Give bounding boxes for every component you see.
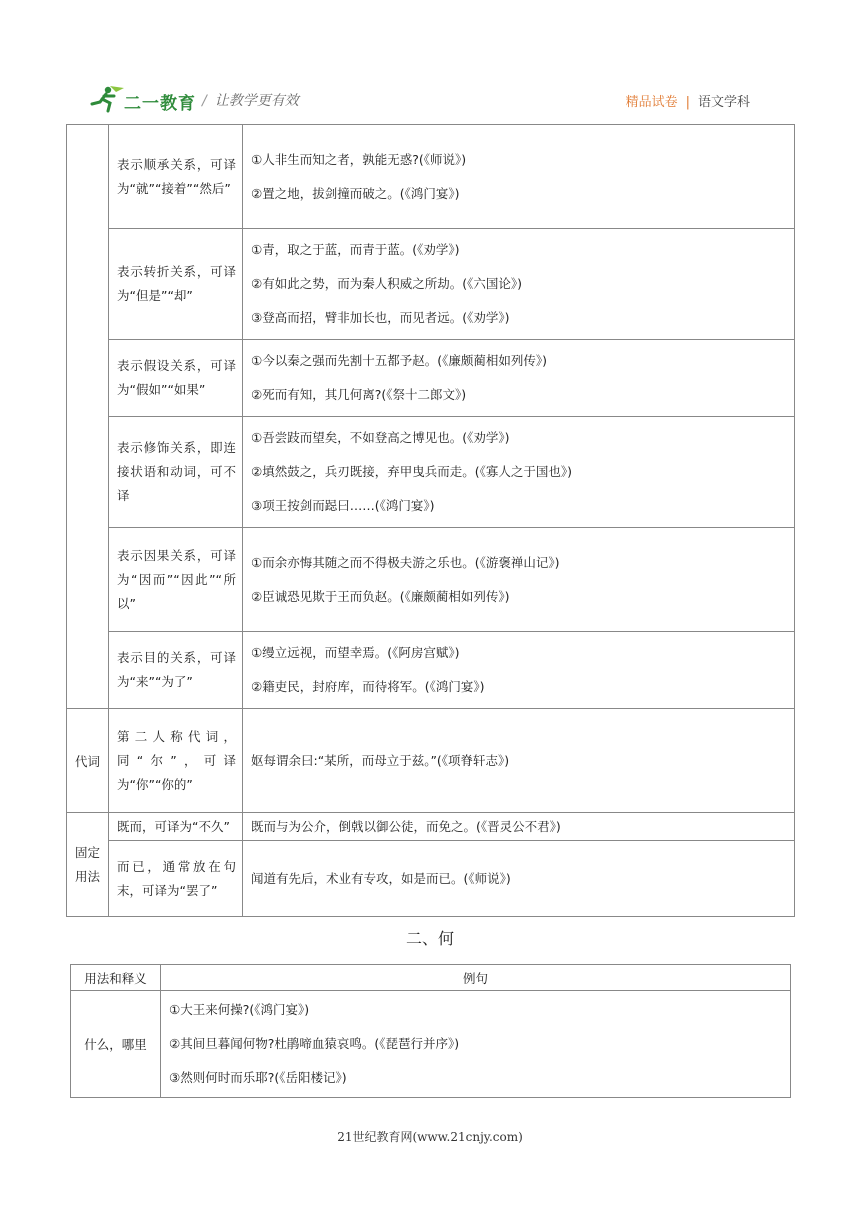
usage-cell: 表示假设关系，可译为“假如”“如果”: [109, 340, 243, 417]
table-header-row: [71, 965, 791, 991]
example-sentence: ①而余亦悔其随之而不得极夫游之乐也。(《游褒禅山记》): [251, 554, 560, 570]
usage-cell: 第二人称代词，同“尔”，可译为“你”“你的”: [109, 709, 243, 813]
column-header: 用法和释义: [71, 965, 161, 991]
category-cell: 固定用法: [67, 813, 109, 917]
header-tags: 精品试卷 | 语文学科: [625, 95, 750, 110]
example-sentence: ②有如此之势，而为秦人积威之所劫。(《六国论》): [251, 276, 522, 291]
category-cell: [67, 125, 109, 709]
table-row: [67, 813, 795, 841]
table-row: [67, 632, 795, 709]
category-cell: 代词: [67, 709, 109, 813]
examples-cell: [243, 417, 795, 528]
example-sentence: ③登高而招，臂非加长也，而见者远。(《劝学》): [251, 310, 510, 325]
slogan: / 让教学更有效: [202, 93, 299, 109]
usage-cell: 表示目的关系，可译为“来”“为了”: [109, 632, 243, 709]
usage-cell: 表示修饰关系，即连接状语和动词，可不译: [109, 417, 243, 528]
examples-cell: [243, 632, 795, 709]
example-sentence: ②死而有知，其几何离?(《祭十二郎文》): [251, 387, 467, 402]
examples-cell: [243, 841, 795, 917]
usage-table-he: [70, 964, 791, 1098]
slogan-text: 让教学更有效: [214, 93, 299, 109]
example-sentence: ③项王按剑而跽曰……(《鸿门宴》): [251, 498, 435, 513]
example-sentence: ①青，取之于蓝，而青于蓝。(《劝学》): [251, 242, 460, 257]
examples-cell: [243, 229, 795, 340]
usage-cell: 表示顺承关系，可译为“就”“接着”“然后”: [109, 125, 243, 229]
examples-cell: [243, 528, 795, 632]
example-sentence: ①缦立远视，而望幸焉。(《阿房宫赋》): [251, 645, 460, 660]
usage-cell: 表示转折关系，可译为“但是”“却”: [109, 229, 243, 340]
examples-cell: [161, 991, 791, 1098]
table-row: [71, 991, 791, 1098]
examples-cell: [243, 813, 795, 841]
example-sentence: ②其间旦暮闻何物?杜鹃啼血猿哀鸣。(《琵琶行并序》): [169, 1036, 460, 1051]
table-row: [67, 841, 795, 917]
table-row: [67, 340, 795, 417]
running-man-logo-icon: [86, 84, 126, 114]
usage-cell: 既而，可译为“不久”: [109, 813, 243, 841]
usage-table-er: [66, 124, 795, 917]
examples-cell: [243, 709, 795, 813]
table-row: [67, 709, 795, 813]
table-row: [67, 229, 795, 340]
table-row: [67, 528, 795, 632]
usage-cell: 而已，通常放在句末，可译为“罢了”: [109, 841, 243, 917]
table-row: [67, 125, 795, 229]
usage-cell: 表示因果关系，可译为“因而”“因此”“所以”: [109, 528, 243, 632]
table-row: [67, 417, 795, 528]
example-sentence: ②臣诚恐见欺于王而负赵。(《廉颇蔺相如列传》): [251, 588, 510, 604]
column-header: 例句: [161, 965, 791, 991]
usage-cell: 什么，哪里: [71, 991, 161, 1098]
category-tag: 精品试卷: [625, 95, 678, 110]
page-footer: 21世纪教育网(www.21cnjy.com): [337, 1130, 523, 1144]
page-header: [86, 80, 750, 120]
example-sentence: ②籍吏民，封府库，而待将军。(《鸿门宴》): [251, 679, 485, 694]
section-title: 二、何: [405, 929, 454, 948]
example-sentence: ①吾尝跂而望矣，不如登高之博见也。(《劝学》): [251, 430, 510, 445]
example-sentence: 妪每谓余曰:“某所，而母立于兹。”(《项脊轩志》): [251, 752, 510, 768]
subject-tag: 语文学科: [697, 95, 750, 110]
example-sentence: ③然则何时而乐耶?(《岳阳楼记》): [169, 1070, 347, 1085]
example-sentence: ①今以秦之强而先割十五都予赵。(《廉颇蔺相如列传》): [251, 353, 547, 368]
example-sentence: ①大王来何操?(《鸿门宴》): [169, 1002, 310, 1017]
example-sentence: 既而与为公介，倒戟以御公徒，而免之。(《晋灵公不君》): [251, 818, 561, 834]
brand-name: 二一教育: [124, 94, 196, 114]
example-sentence: ①人非生而知之者，孰能无惑?(《师说》): [251, 151, 467, 167]
examples-cell: [243, 340, 795, 417]
example-sentence: ②填然鼓之，兵刃既接，弃甲曳兵而走。(《寡人之于国也》): [251, 464, 572, 479]
example-sentence: 闻道有先后，术业有专攻，如是而已。(《师说》): [251, 870, 511, 886]
examples-cell: [243, 125, 795, 229]
example-sentence: ②置之地，拔剑撞而破之。(《鸿门宴》): [251, 185, 460, 201]
